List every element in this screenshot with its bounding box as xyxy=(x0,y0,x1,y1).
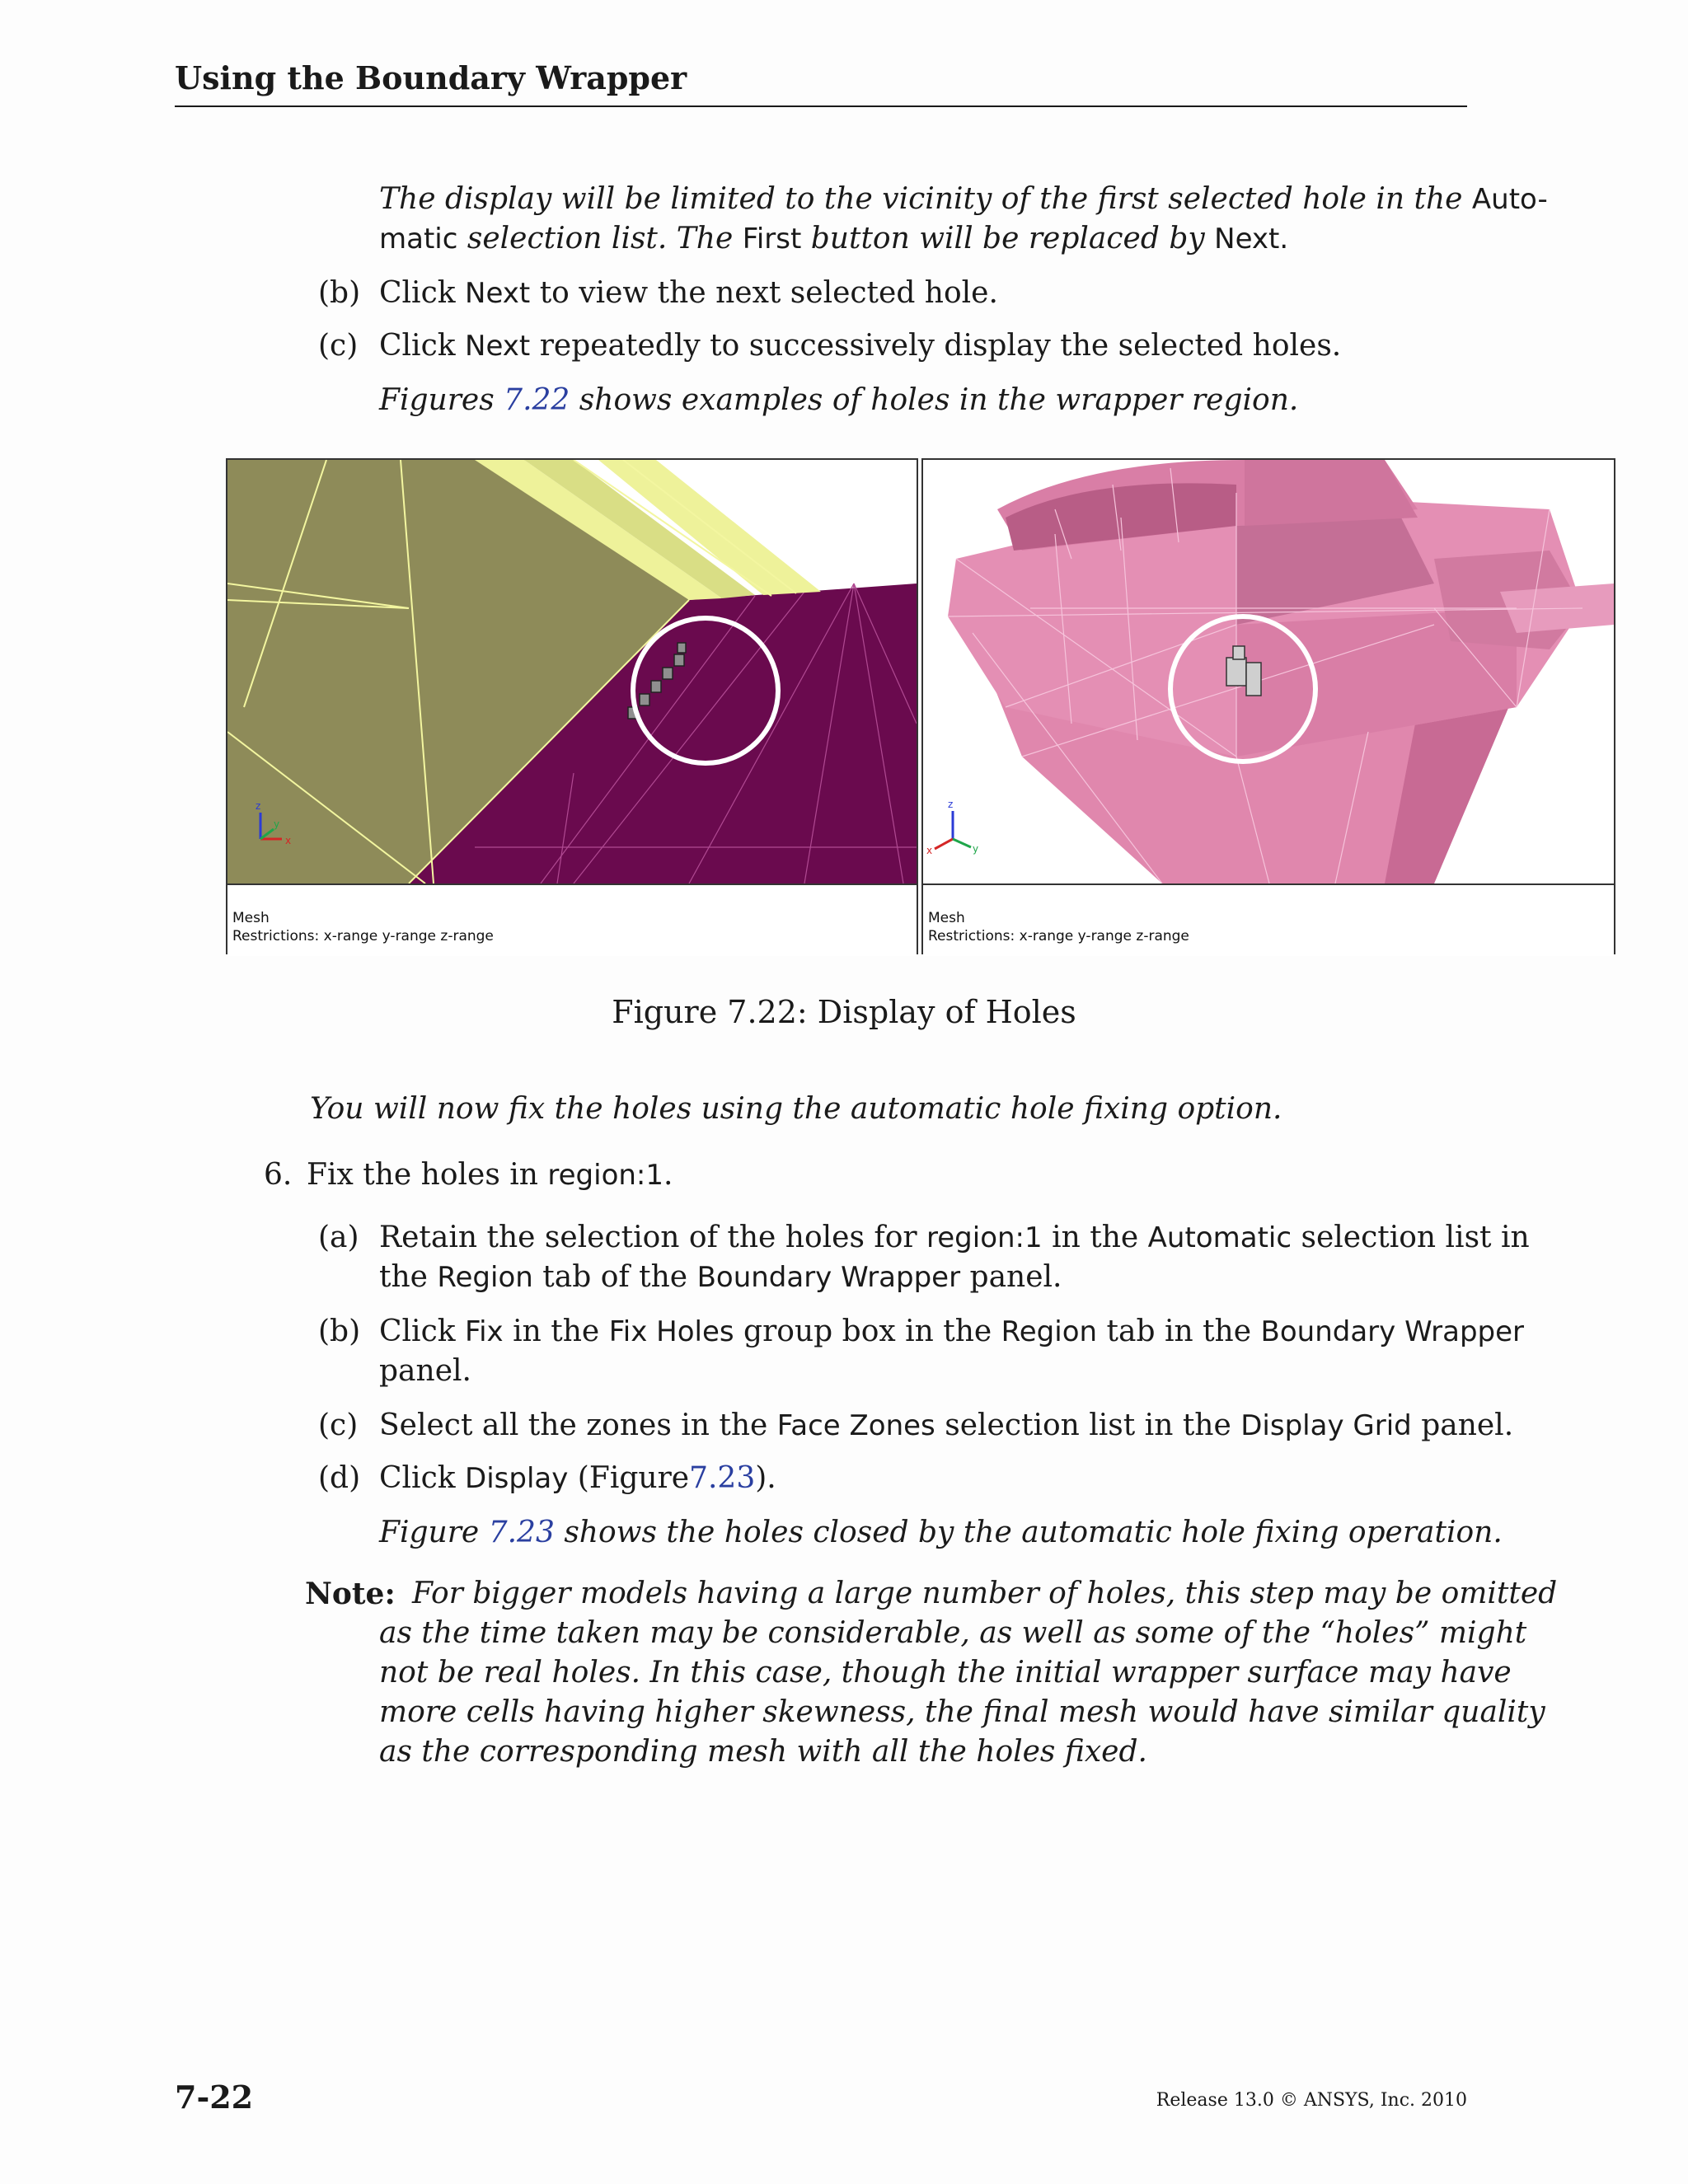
note-line-4: more cells having higher skewness, the final mesh would have similar quality xyxy=(379,1695,1545,1729)
header-rule xyxy=(175,105,1467,107)
step-text: tab of the xyxy=(542,1260,688,1294)
step-6-label: 6. xyxy=(264,1158,293,1192)
svg-text:z: z xyxy=(948,799,954,810)
region-ref: region:1 xyxy=(926,1221,1043,1254)
footer-release: Release 13.0 © ANSYS, Inc. 2010 xyxy=(1156,2090,1467,2111)
region-ref: region:1 xyxy=(547,1159,664,1192)
substep-d-label: (d) xyxy=(318,1461,361,1495)
step-text: (Figure xyxy=(577,1461,690,1495)
panel-restrictions-label: Restrictions: x-range y-range z-range xyxy=(232,928,494,944)
running-header-title: Using the Boundary Wrapper xyxy=(175,59,687,96)
step-text: panel. xyxy=(1421,1408,1514,1442)
intro-text: selection list. The xyxy=(467,222,734,255)
hole-display-pink-mesh xyxy=(923,460,1614,883)
panel-mesh-label: Mesh xyxy=(928,910,965,926)
hole-display-olive-mesh xyxy=(227,460,917,883)
step-text: in the xyxy=(513,1315,600,1348)
note-line-5: as the corresponding mesh with all the holes fixed. xyxy=(379,1735,1147,1769)
ref-text: shows examples of holes in the wrapper region. xyxy=(579,383,1299,417)
boundary-wrapper-panel-ref: Boundary Wrapper xyxy=(696,1261,961,1294)
svg-text:x: x xyxy=(926,845,933,856)
intro-line-2 xyxy=(379,219,1288,259)
step-text: tab in the xyxy=(1106,1315,1252,1348)
svg-text:z: z xyxy=(256,800,261,812)
step-text: selection list in the xyxy=(945,1408,1231,1442)
intro-text: button will be replaced by xyxy=(810,222,1205,255)
figure-7-23-link[interactable]: 7.23 xyxy=(488,1516,555,1549)
next-button-ref: Next xyxy=(1214,223,1280,255)
ref-text: Figures xyxy=(379,383,495,417)
substep-c-text xyxy=(379,1406,1513,1446)
svg-text:y: y xyxy=(973,843,979,855)
note-line-1: For bigger models having a large number of holes, this step may be omitted xyxy=(412,1577,1558,1610)
figure-7-23-reference xyxy=(379,1513,1503,1553)
fix-holes-group-ref: Fix Holes xyxy=(608,1315,734,1348)
substep-b-label: (b) xyxy=(318,1315,361,1348)
figure-caption: Figure 7.22: Display of Holes xyxy=(612,994,1076,1030)
substep-d-text xyxy=(379,1459,776,1498)
face-zones-list-ref: Face Zones xyxy=(776,1409,935,1442)
automatic-list-ref: Automatic xyxy=(1147,1221,1292,1254)
substep-a-line-1 xyxy=(379,1218,1530,1258)
step-text: panel. xyxy=(969,1260,1062,1294)
step-text: Fix the holes in xyxy=(307,1158,538,1192)
substep-b-line-2: panel. xyxy=(379,1354,471,1388)
note-label: Note: xyxy=(305,1577,396,1611)
substep-c-label: (c) xyxy=(318,1408,359,1442)
ref-text: shows the holes closed by the automatic hole fixing operation. xyxy=(564,1516,1503,1549)
page-number: 7-22 xyxy=(175,2079,254,2116)
substep-a-label: (a) xyxy=(318,1221,359,1254)
intro-period: . xyxy=(1279,223,1289,255)
region-tab-ref: Region xyxy=(437,1261,533,1294)
figure-panel-right xyxy=(921,458,1615,954)
step-6-text xyxy=(307,1155,673,1195)
panel-restrictions-label: Restrictions: x-range y-range z-range xyxy=(928,928,1189,944)
next-button-ref: Next xyxy=(465,330,531,363)
panel-status-right xyxy=(923,883,1614,956)
step-text: group box in the xyxy=(743,1315,992,1348)
svg-text:x: x xyxy=(285,835,292,846)
step-text: to view the next selected hole. xyxy=(539,276,998,310)
svg-text:y: y xyxy=(274,818,280,830)
region-tab-ref: Region xyxy=(1001,1315,1098,1348)
display-grid-panel-ref: Display Grid xyxy=(1240,1409,1412,1442)
intro-text: The display will be limited to the vicinity of the first selected hole in the xyxy=(379,182,1463,216)
now-fix-instruction: You will now fix the holes using the automatic hole fixing option. xyxy=(310,1092,1282,1126)
figure-7-23-link[interactable]: 7.23 xyxy=(689,1461,756,1495)
figure-7-22-link[interactable]: 7.22 xyxy=(504,383,570,417)
substep-a-line-2 xyxy=(379,1258,1062,1297)
panel-status-left xyxy=(227,883,917,956)
substep-b-line-1 xyxy=(379,1312,1524,1352)
step-period: . xyxy=(663,1158,673,1192)
step-text: Retain the selection of the holes for xyxy=(379,1221,917,1254)
step-text: Click xyxy=(379,276,456,310)
step-text: Select all the zones in the xyxy=(379,1408,768,1442)
step-text: Click xyxy=(379,329,456,363)
step-text: selection list in xyxy=(1301,1221,1530,1254)
boundary-wrapper-panel-ref: Boundary Wrapper xyxy=(1260,1315,1525,1348)
intro-automatic-ref-cont: matic xyxy=(379,223,458,255)
step-text: Click xyxy=(379,1315,456,1348)
intro-automatic-ref: Auto- xyxy=(1471,183,1548,216)
fix-button-ref: Fix xyxy=(465,1315,504,1348)
step-text: ). xyxy=(755,1461,776,1495)
figures-reference xyxy=(379,381,1298,420)
next-button-ref: Next xyxy=(465,277,531,310)
figure-panel-left xyxy=(226,458,918,954)
step-text: Click xyxy=(379,1461,456,1495)
intro-line-1 xyxy=(379,180,1548,219)
step-b-label: (b) xyxy=(318,276,361,310)
step-c-text xyxy=(379,326,1341,366)
ref-text: Figure xyxy=(379,1516,480,1549)
step-text: repeatedly to successively display the selected holes. xyxy=(539,329,1342,363)
step-b-text xyxy=(379,274,998,313)
step-text: the xyxy=(379,1260,428,1294)
note-line-2: as the time taken may be considerable, as well as some of the “holes” might xyxy=(379,1616,1527,1650)
display-button-ref: Display xyxy=(465,1462,569,1495)
note-line-3: not be real holes. In this case, though the initial wrapper surface may have xyxy=(379,1656,1512,1690)
step-text: in the xyxy=(1052,1221,1139,1254)
first-button-ref: First xyxy=(742,223,802,255)
panel-mesh-label: Mesh xyxy=(232,910,270,926)
step-c-label: (c) xyxy=(318,329,359,363)
